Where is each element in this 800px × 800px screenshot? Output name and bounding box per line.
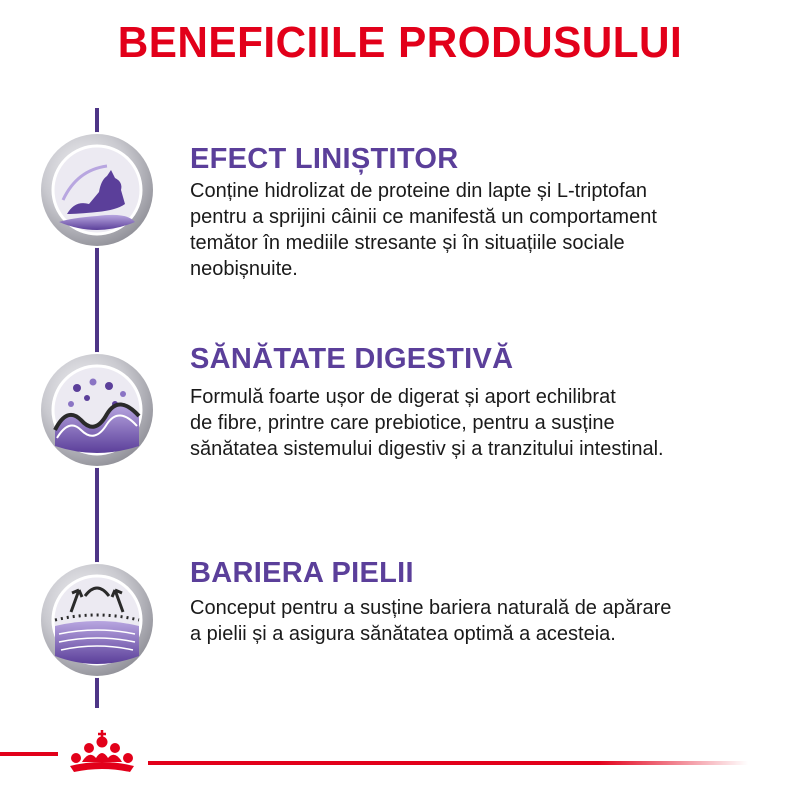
crown-logo-icon: [56, 728, 148, 778]
benefit-text: Conține hidrolizat de proteine din lapte și L-triptofan pentru a sprijini câinii ce manifestă un comportament temător în mediile stresante și în situațiile sociale neobișnuite.: [190, 180, 657, 280]
footer-line-right: [148, 752, 748, 756]
calm-dog-icon: [37, 130, 157, 250]
benefit-title: BARIERA PIELII: [190, 557, 414, 589]
skin-barrier-icon: [37, 560, 157, 680]
benefit-text: Conceput pentru a susține bariera naturală de apărare a pielii și a asigura sănătatea optimă a acesteia.: [190, 597, 672, 645]
benefit-text: Formulă foarte ușor de digerat și aport echilibrat de fibre, printre care prebiotice, pentru a susține sănătatea sistemului digestiv și a tranzitului intestinal.: [190, 386, 664, 460]
benefit-title: SĂNĂTATE DIGESTIVĂ: [190, 343, 514, 375]
digestive-icon: [37, 350, 157, 470]
page-title: BENEFICIILE PRODUSULUI: [117, 18, 683, 67]
benefit-title: EFECT LINIȘTITOR: [190, 143, 459, 175]
footer-line-left: [0, 752, 58, 756]
